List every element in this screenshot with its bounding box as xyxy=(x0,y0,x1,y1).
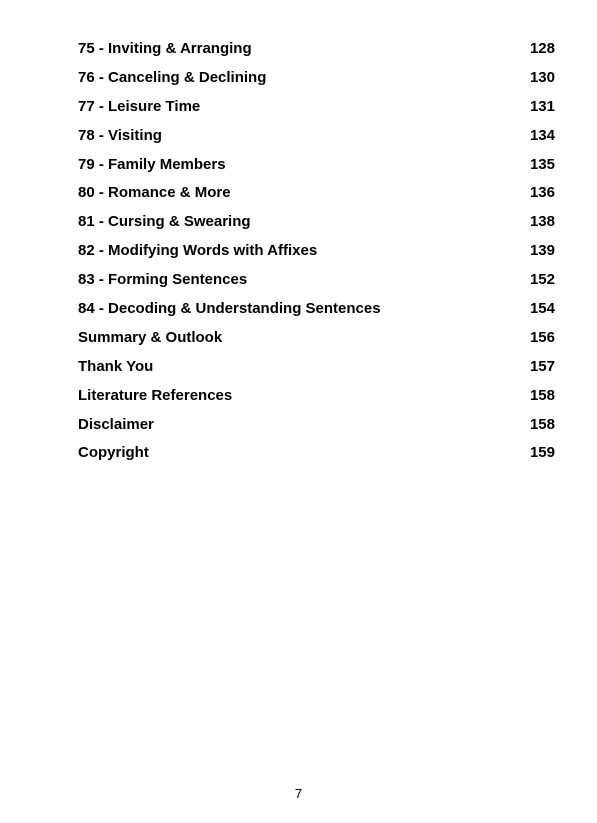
toc-entry-title: 77 - Leisure Time xyxy=(78,97,201,115)
toc-entry-page: 135 xyxy=(529,155,555,173)
toc-entry-page: 158 xyxy=(529,415,555,433)
toc-entry xyxy=(78,93,555,122)
toc-entry-page: 136 xyxy=(529,184,555,202)
toc-entry xyxy=(78,208,555,237)
toc-entry xyxy=(78,237,555,266)
toc-entry-title: 81 - Cursing & Swearing xyxy=(78,213,251,231)
toc-entry-title: 76 - Canceling & Declining xyxy=(78,68,267,86)
toc-entry xyxy=(78,122,555,151)
toc-entry xyxy=(78,64,555,93)
toc-entry-page: 134 xyxy=(529,126,555,144)
toc-entry-page: 152 xyxy=(529,271,555,289)
toc-entry-title: Copyright xyxy=(78,444,149,462)
toc-entry-title: Summary & Outlook xyxy=(78,328,223,346)
page-number: 7 xyxy=(294,786,303,801)
toc-entry-title: 82 - Modifying Words with Affixes xyxy=(78,242,318,260)
toc-entry xyxy=(78,35,555,64)
toc-entry-page: 154 xyxy=(529,300,555,318)
toc-entry-page: 158 xyxy=(529,386,555,404)
toc-entry-page: 156 xyxy=(529,328,555,346)
toc-entry-title: 84 - Decoding & Understanding Sentences xyxy=(78,300,381,318)
toc-entry-page: 131 xyxy=(529,97,555,115)
toc-entry-title: 75 - Inviting & Arranging xyxy=(78,40,252,57)
toc-entry-page: 138 xyxy=(529,213,555,231)
toc-entry-title: 80 - Romance & More xyxy=(78,184,231,202)
toc-entry xyxy=(78,439,555,468)
toc-entry xyxy=(78,179,555,208)
toc-entry-page: 157 xyxy=(529,357,555,375)
toc-entry-page: 128 xyxy=(529,40,555,57)
toc-entry-page: 159 xyxy=(529,444,555,462)
toc-entry-title: 78 - Visiting xyxy=(78,126,162,144)
toc-entry xyxy=(78,353,555,382)
toc-entry-title: Disclaimer xyxy=(78,415,154,433)
toc-entry-title: Thank You xyxy=(78,357,154,375)
toc-entry xyxy=(78,151,555,180)
toc-entry-title: Literature References xyxy=(78,386,233,404)
toc-entry xyxy=(78,411,555,440)
toc-entry-title: 79 - Family Members xyxy=(78,155,226,173)
toc-entry-title: 83 - Forming Sentences xyxy=(78,271,248,289)
toc-entry-page: 130 xyxy=(529,68,555,86)
toc-entry xyxy=(78,382,555,411)
toc-entry xyxy=(78,324,555,353)
toc-entry xyxy=(78,266,555,295)
table-of-contents xyxy=(78,35,555,468)
toc-entry-page: 139 xyxy=(529,242,555,260)
toc-entry xyxy=(78,295,555,324)
